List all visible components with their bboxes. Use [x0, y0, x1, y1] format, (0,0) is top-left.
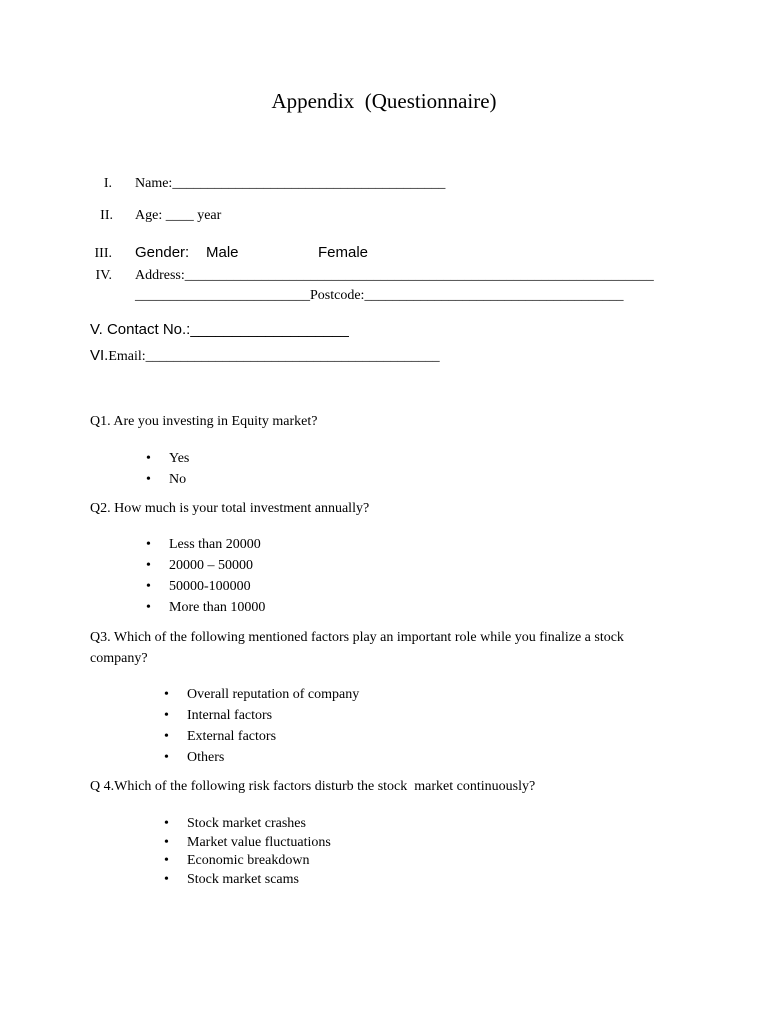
page-title: Appendix (Questionnaire) [271, 89, 497, 113]
list-item[interactable]: • Less than 20000 [146, 534, 265, 555]
list-item[interactable]: • 50000-100000 [146, 576, 265, 597]
list-item[interactable]: • Overall reputation of company [164, 684, 359, 705]
age-suffix: year [193, 208, 222, 223]
contact-blank[interactable]: ___________________ [190, 321, 349, 338]
address-blank-line2[interactable]: _________________________ [135, 288, 310, 303]
list-item[interactable]: • No [146, 469, 189, 490]
contact-label: Contact No.: [106, 321, 191, 338]
age-label: Age: [135, 208, 166, 223]
list-item[interactable]: • More than 10000 [146, 597, 265, 618]
question-4: Q 4.Which of the following risk factors disturb the stock market continuously? [90, 779, 536, 794]
address-label: Address: [135, 268, 185, 283]
gender-label: Gender: [135, 244, 190, 261]
name-field [135, 176, 445, 192]
name-numeral: I. [103, 176, 112, 191]
email-blank[interactable]: __________________________________________ [145, 349, 440, 364]
age-field [135, 208, 221, 224]
list-item[interactable]: • Others [164, 747, 359, 768]
gender-option-male[interactable]: Male [206, 244, 239, 261]
postcode-label: Postcode: [310, 288, 365, 303]
address-field [135, 268, 654, 284]
question-1: Q1. Are you investing in Equity market? [90, 414, 318, 429]
address-blank-line1[interactable]: ___________________________________________________________________ [184, 268, 654, 283]
postcode-blank[interactable]: _____________________________________ [364, 288, 624, 303]
question-2-options [146, 534, 265, 618]
name-blank[interactable]: _______________________________________ [172, 176, 446, 191]
question-2: Q2. How much is your total investment annually? [90, 501, 370, 516]
age-blank[interactable]: ____ [165, 208, 194, 223]
question-4-options [164, 815, 331, 889]
contact-numeral: V. [90, 321, 107, 338]
list-item[interactable]: • Stock market scams [164, 871, 331, 890]
contact-field [90, 321, 349, 338]
list-item[interactable]: • Stock market crashes [164, 815, 331, 834]
address-line2 [135, 288, 623, 304]
email-field [90, 347, 440, 365]
gender-numeral: III. [94, 246, 112, 261]
list-item[interactable]: • Yes [146, 448, 189, 469]
address-numeral: IV. [95, 268, 112, 283]
list-item[interactable]: • Economic breakdown [164, 852, 331, 871]
list-item[interactable]: • External factors [164, 726, 359, 747]
gender-option-female[interactable]: Female [318, 244, 369, 261]
email-label: Email: [108, 349, 146, 364]
question-1-options [146, 448, 189, 490]
question-3: Q3. Which of the following mentioned factors play an important role while you finalize a stock company? [90, 630, 624, 666]
name-label: Name: [135, 176, 173, 191]
email-numeral: VI. [90, 347, 109, 364]
list-item[interactable]: • 20000 – 50000 [146, 555, 265, 576]
question-3-options [164, 684, 359, 768]
list-item[interactable]: • Market value fluctuations [164, 834, 331, 853]
list-item[interactable]: • Internal factors [164, 705, 359, 726]
age-numeral: II. [100, 208, 113, 223]
